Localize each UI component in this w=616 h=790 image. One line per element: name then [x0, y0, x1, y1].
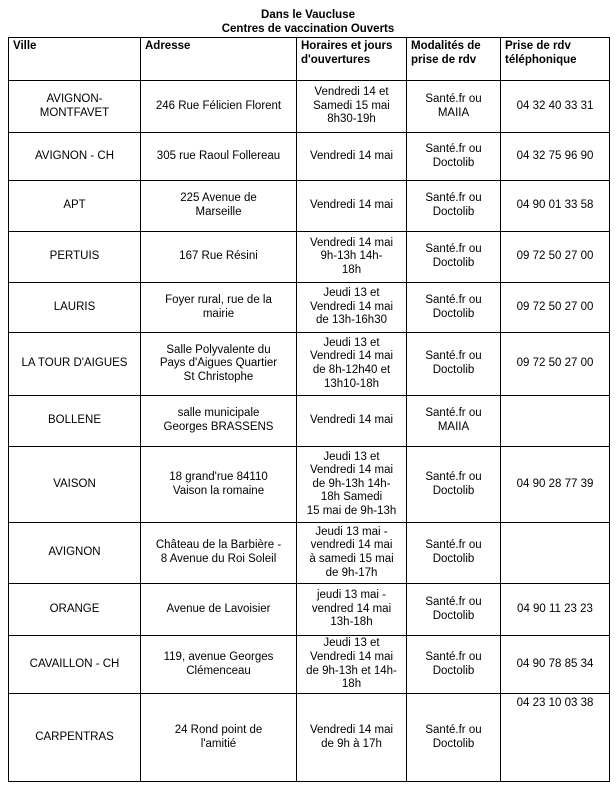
cell-telephone: 09 72 50 27 00	[501, 232, 610, 283]
cell-telephone: 04 32 40 33 31	[501, 81, 610, 133]
cell-ville: VAISON	[9, 447, 141, 523]
cell-adresse: 24 Rond point de l'amitié	[141, 694, 297, 782]
header-adresse: Adresse	[141, 38, 297, 81]
cell-ville: AVIGNON - CH	[9, 133, 141, 181]
cell-telephone: 09 72 50 27 00	[501, 283, 610, 333]
table-header-row	[9, 38, 610, 81]
cell-telephone: 04 90 11 23 23	[501, 584, 610, 636]
cell-horaires: Jeudi 13 et Vendredi 14 mai de 8h-12h40 et 13h10-18h	[297, 333, 407, 396]
cell-modalites: Santé.fr ou Doctolib	[407, 181, 501, 232]
cell-adresse: Salle Polyvalente du Pays d'Aigues Quartier St Christophe	[141, 333, 297, 396]
cell-adresse: Avenue de Lavoisier	[141, 584, 297, 636]
cell-adresse: 18 grand'rue 84110 Vaison la romaine	[141, 447, 297, 523]
cell-horaires: Jeudi 13 et Vendredi 14 mai de 9h-13h 14h- 18h Samedi 15 mai de 9h-13h	[297, 447, 407, 523]
cell-ville: CARPENTRAS	[9, 694, 141, 782]
cell-horaires: jeudi 13 mai - vendred 14 mai 13h-18h	[297, 584, 407, 636]
cell-ville: BOLLENE	[9, 396, 141, 447]
table-row	[9, 447, 610, 523]
cell-ville: APT	[9, 181, 141, 232]
cell-adresse: 119, avenue Georges Clémenceau	[141, 636, 297, 694]
cell-horaires: Vendredi 14 mai	[297, 133, 407, 181]
table-row	[9, 396, 610, 447]
table-row	[9, 523, 610, 584]
table-row	[9, 133, 610, 181]
cell-ville: PERTUIS	[9, 232, 141, 283]
cell-telephone: 04 90 28 77 39	[501, 447, 610, 523]
cell-horaires: Vendredi 14 mai 9h-13h 14h- 18h	[297, 232, 407, 283]
header-ville: Ville	[9, 38, 141, 81]
table-row	[9, 232, 610, 283]
cell-adresse: 305 rue Raoul Follereau	[141, 133, 297, 181]
table-body	[9, 81, 610, 782]
cell-adresse: Château de la Barbière - 8 Avenue du Roi Soleil	[141, 523, 297, 584]
cell-modalites: Santé.fr ou Doctolib	[407, 694, 501, 782]
table-row	[9, 81, 610, 133]
cell-modalites: Santé.fr ou MAIIA	[407, 81, 501, 133]
cell-horaires: Jeudi 13 et Vendredi 14 mai de 9h-13h et 14h- 18h	[297, 636, 407, 694]
cell-adresse: 167 Rue Résini	[141, 232, 297, 283]
cell-ville: LAURIS	[9, 283, 141, 333]
cell-horaires: Vendredi 14 mai de 9h à 17h	[297, 694, 407, 782]
cell-modalites: Santé.fr ou Doctolib	[407, 523, 501, 584]
cell-adresse: 225 Avenue de Marseille	[141, 181, 297, 232]
cell-modalites: Santé.fr ou Doctolib	[407, 232, 501, 283]
cell-adresse: 246 Rue Félicien Florent	[141, 81, 297, 133]
cell-telephone: 04 90 01 33 58	[501, 181, 610, 232]
table-row	[9, 181, 610, 232]
cell-telephone: 04 23 10 03 38	[501, 694, 610, 782]
header-horaires: Horaires et jours d'ouvertures	[297, 38, 407, 81]
cell-modalites: Santé.fr ou Doctolib	[407, 133, 501, 181]
table-row	[9, 636, 610, 694]
table-row	[9, 694, 610, 782]
table-row	[9, 283, 610, 333]
document-subtitle: Centres de vaccination Ouverts	[221, 23, 395, 35]
cell-telephone	[501, 523, 610, 584]
cell-ville: AVIGNON	[9, 523, 141, 584]
cell-ville: ORANGE	[9, 584, 141, 636]
cell-modalites: Santé.fr ou Doctolib	[407, 636, 501, 694]
cell-telephone: 09 72 50 27 00	[501, 333, 610, 396]
cell-ville: AVIGNON- MONTFAVET	[9, 81, 141, 133]
header-telephone: Prise de rdv téléphonique	[501, 38, 610, 81]
cell-modalites: Santé.fr ou Doctolib	[407, 333, 501, 396]
cell-telephone: 04 32 75 96 90	[501, 133, 610, 181]
cell-modalites: Santé.fr ou Doctolib	[407, 447, 501, 523]
header-modalites: Modalités de prise de rdv	[407, 38, 501, 81]
cell-telephone	[501, 396, 610, 447]
cell-horaires: Jeudi 13 mai - vendredi 14 mai à samedi 15 mai de 9h-17h	[297, 523, 407, 584]
cell-ville: CAVAILLON - CH	[9, 636, 141, 694]
cell-telephone: 04 90 78 85 34	[501, 636, 610, 694]
document-title: Dans le Vaucluse	[261, 9, 355, 21]
cell-ville: LA TOUR D'AIGUES	[9, 333, 141, 396]
vaccination-centers-table	[8, 37, 610, 782]
cell-horaires: Vendredi 14 et Samedi 15 mai 8h30-19h	[297, 81, 407, 133]
cell-modalites: Santé.fr ou MAIIA	[407, 396, 501, 447]
cell-adresse: Foyer rural, rue de la mairie	[141, 283, 297, 333]
cell-modalites: Santé.fr ou Doctolib	[407, 283, 501, 333]
table-row	[9, 584, 610, 636]
cell-horaires: Vendredi 14 mai	[297, 181, 407, 232]
table-row	[9, 333, 610, 396]
cell-horaires: Jeudi 13 et Vendredi 14 mai de 13h-16h30	[297, 283, 407, 333]
cell-horaires: Vendredi 14 mai	[297, 396, 407, 447]
cell-adresse: salle municipale Georges BRASSENS	[141, 396, 297, 447]
cell-modalites: Santé.fr ou Doctolib	[407, 584, 501, 636]
